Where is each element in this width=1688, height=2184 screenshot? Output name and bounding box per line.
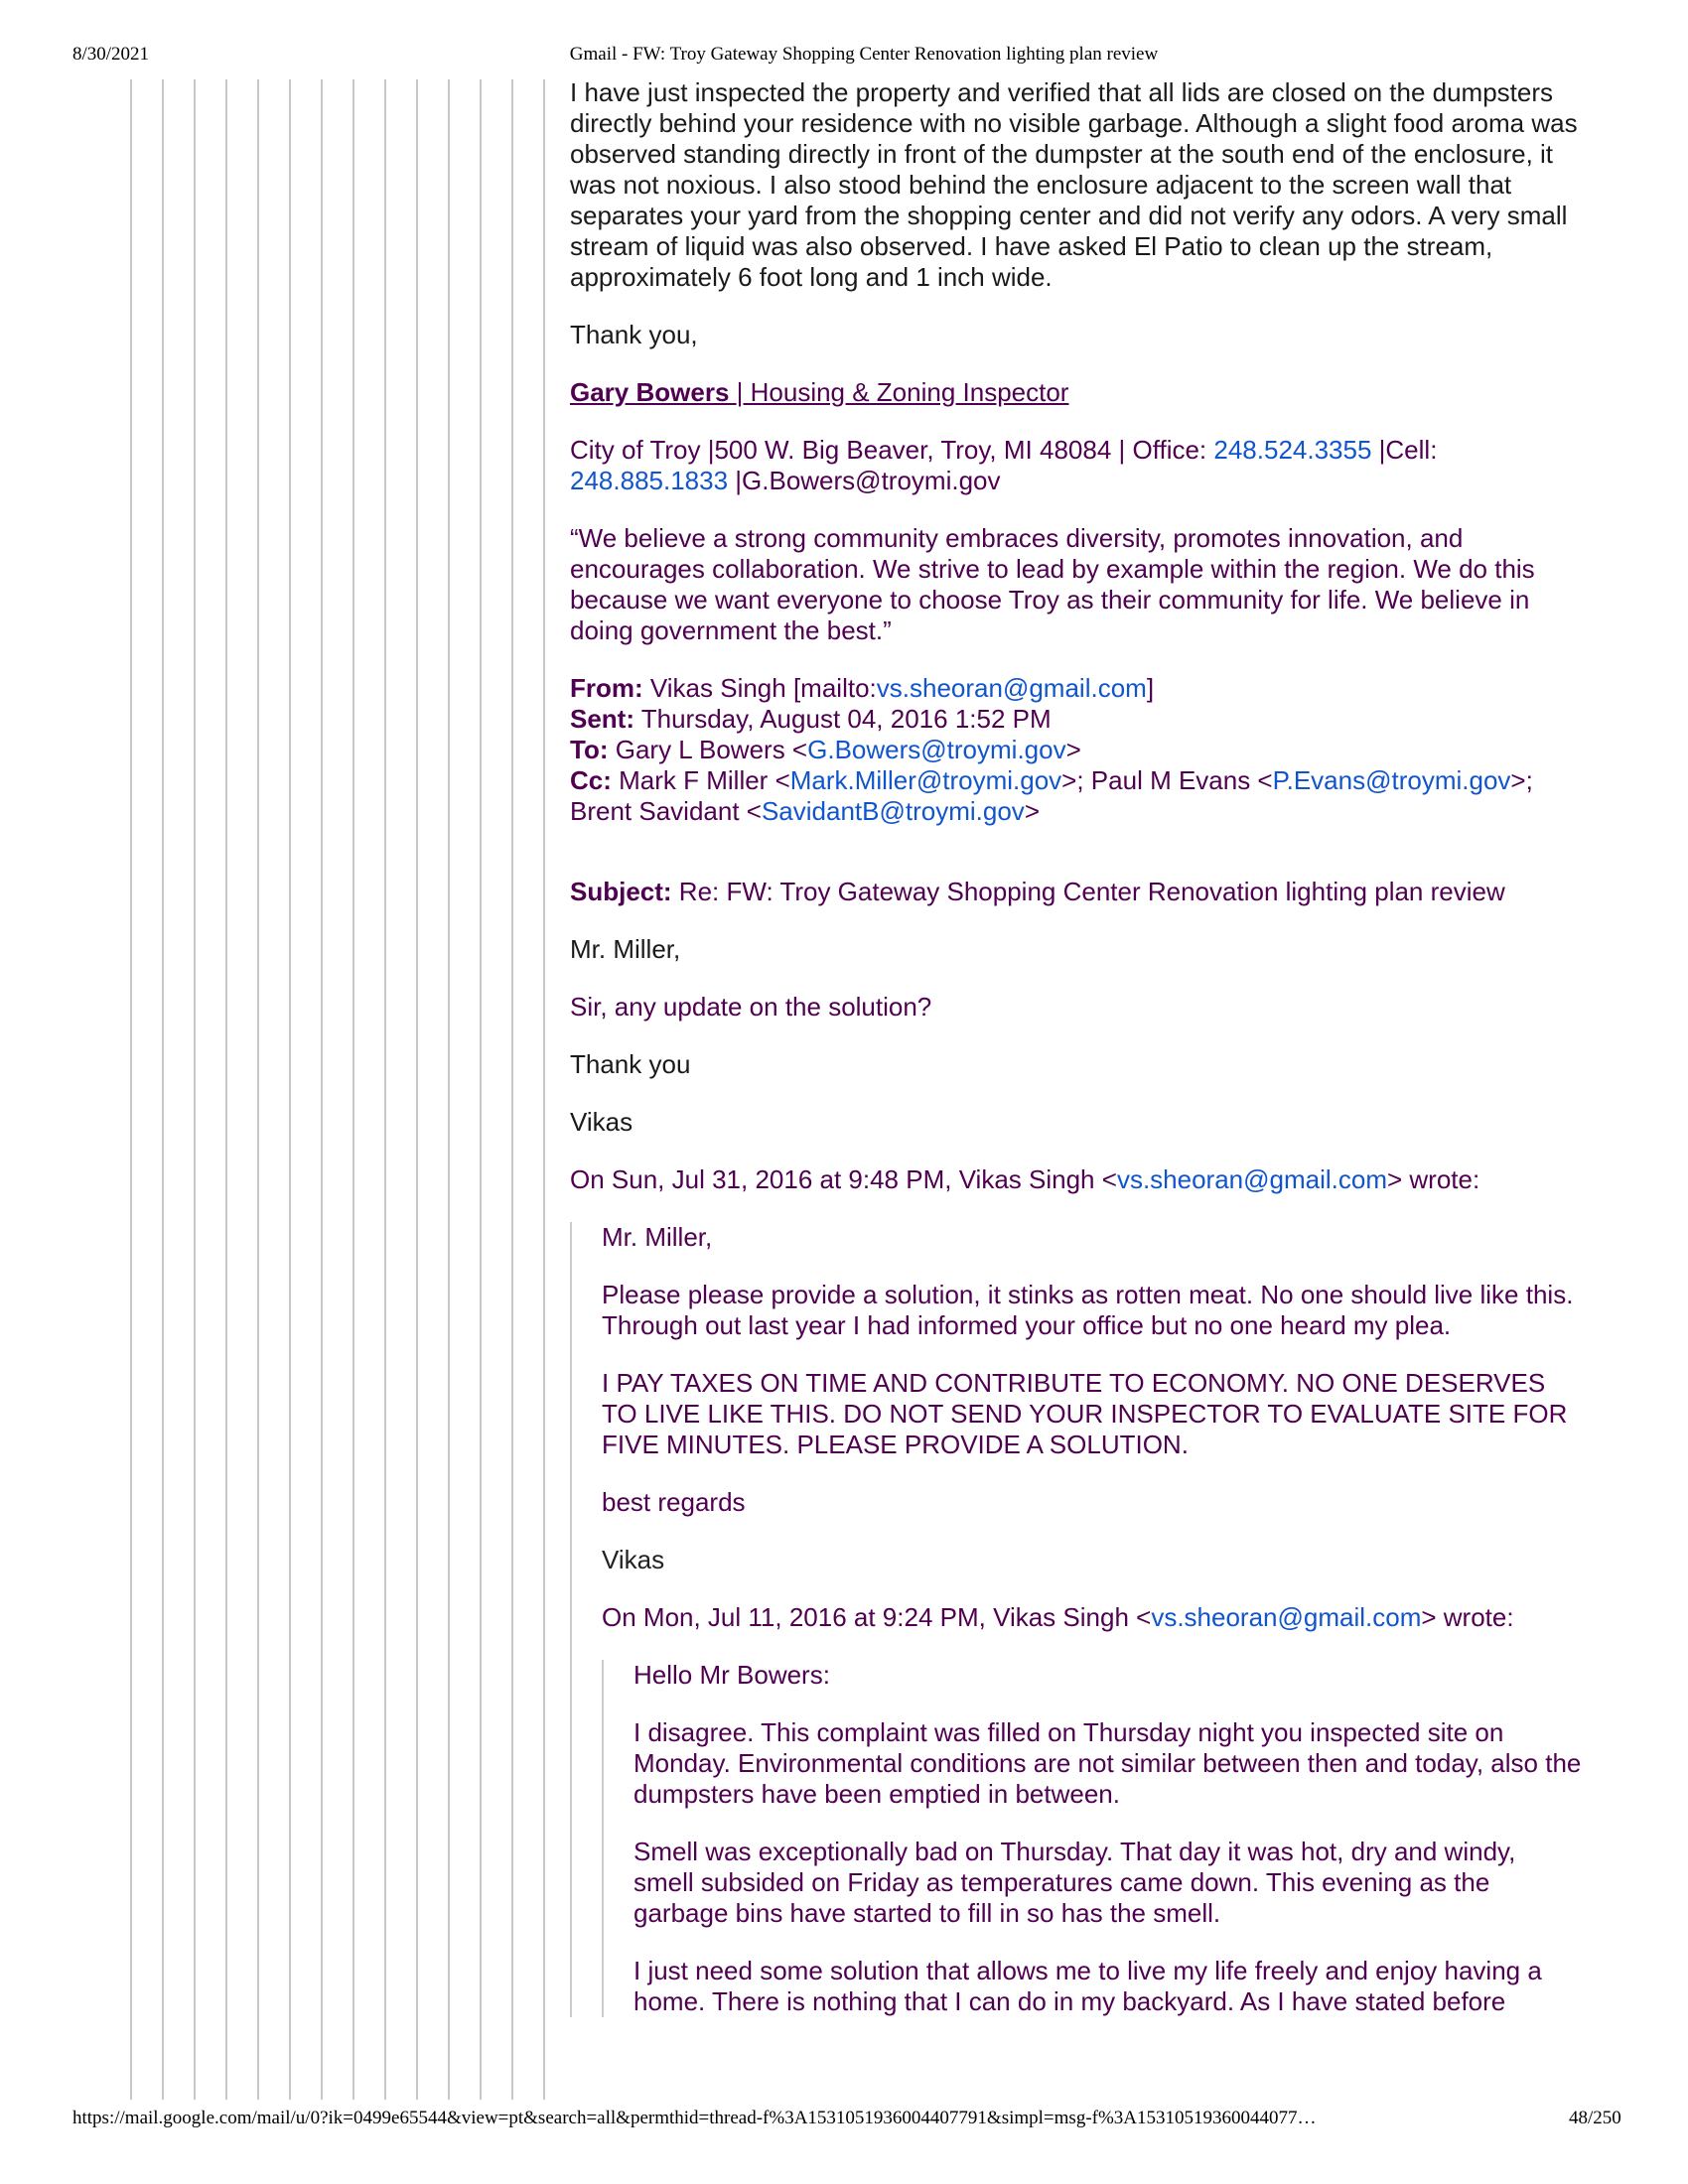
cc-email-link-3[interactable]: SavidantB@troymi.gov: [761, 796, 1025, 826]
forward-attribution: [570, 1164, 1583, 1195]
signature-contact: [570, 435, 1583, 496]
from-label: From:: [570, 673, 643, 703]
quote-rule: [225, 79, 227, 2100]
quote-rule: [162, 79, 164, 2100]
from-close: ]: [1146, 673, 1155, 703]
cell-label: |Cell:: [1371, 435, 1438, 465]
quote-rule: [257, 79, 259, 2100]
print-title: Gmail - FW: Troy Gateway Shopping Center Renovation lighting plan review: [569, 44, 1159, 65]
signature-address: City of Troy |500 W. Big Beaver, Troy, MI 48084 | Office:: [570, 435, 1214, 465]
print-date: 8/30/2021: [72, 44, 150, 65]
quote-rule: [543, 79, 545, 2100]
attribution-suffix: > wrote:: [1387, 1164, 1480, 1194]
quote-rule: [416, 79, 418, 2100]
forward-greeting: Mr. Miller,: [570, 934, 681, 964]
quote-rule: [511, 79, 513, 2100]
signature-name-line: [570, 377, 1583, 408]
cc-line: [570, 765, 1533, 826]
forward-signoff: Vikas: [570, 1107, 633, 1137]
page-number: 48/250: [1569, 2108, 1621, 2128]
office-phone-link[interactable]: 248.524.3355: [1213, 435, 1372, 465]
quote1-regards: best regards: [602, 1487, 746, 1517]
quoted-message-2: [602, 1660, 1583, 2017]
quote-rule: [352, 79, 354, 2100]
from-line: [570, 673, 1154, 703]
sent-line: [570, 704, 1052, 734]
quote1-attribution-email-link[interactable]: vs.sheoran@gmail.com: [1151, 1602, 1422, 1632]
quote1-paragraph-2: I PAY TAXES ON TIME AND CONTRIBUTE TO ECONOMY. NO ONE DESERVES TO LIVE LIKE THIS. DO NOT SEND YOUR INSPECTOR TO EVALUATE SITE FOR FIVE MINUTES. PLEASE PROVIDE A SOLUTION.: [602, 1368, 1568, 1459]
signature-name[interactable]: Gary Bowers: [570, 377, 737, 407]
email-domain-link[interactable]: troymi.gov: [881, 466, 1001, 495]
attribution-email-link[interactable]: vs.sheoran@gmail.com: [1116, 1164, 1387, 1194]
forward-thanks: Thank you: [570, 1049, 691, 1079]
quote-rule: [384, 79, 386, 2100]
cc-email-link-2[interactable]: P.Evans@troymi.gov: [1272, 765, 1511, 795]
to-label: To:: [570, 735, 609, 764]
quote2-greeting: Hello Mr Bowers:: [633, 1660, 830, 1690]
quote-rule: [321, 79, 323, 2100]
forward-headers: [570, 673, 1583, 827]
to-line: [570, 735, 1081, 764]
quote1-attribution-suffix: > wrote:: [1421, 1602, 1514, 1632]
email-body: [570, 77, 1583, 2044]
quote2-paragraph-2: Smell was exceptionally bad on Thursday. That day it was hot, dry and windy, smell subsided on Friday as temperatures came down. This evening as the garbage bins have started to fill in so has the smell.: [633, 1837, 1516, 1928]
cc-value-2: >; Paul M Evans <: [1061, 765, 1273, 795]
quote2-paragraph-1: I disagree. This complaint was filled on Thursday night you inspected site on Monday. Environmental conditions are not similar between then and today, also the dumpsters have been emptied in between.: [633, 1717, 1582, 1809]
cc-email-link-1[interactable]: Mark.Miller@troymi.gov: [789, 765, 1062, 795]
quote2-paragraph-3: I just need some solution that allows me to live my life freely and enjoy having a home. There is nothing that I can do in my backyard. As I have stated before: [633, 1956, 1542, 2016]
quoted-message-1: [570, 1222, 1583, 2017]
forward-body: Sir, any update on the solution?: [570, 992, 932, 1022]
subject-value: Re: FW: Troy Gateway Shopping Center Renovation lighting plan review: [671, 877, 1505, 906]
sent-value: Thursday, August 04, 2016 1:52 PM: [634, 704, 1052, 734]
from-email-link[interactable]: vs.sheoran@gmail.com: [876, 673, 1147, 703]
cc-label: Cc:: [570, 765, 612, 795]
email-prefix: |G.Bowers@: [728, 466, 882, 495]
sent-label: Sent:: [570, 704, 634, 734]
quote1-attribution-prefix: On Mon, Jul 11, 2016 at 9:24 PM, Vikas Singh <: [602, 1602, 1152, 1632]
thanks-line: Thank you,: [570, 320, 698, 349]
quote1-greeting: Mr. Miller,: [602, 1222, 713, 1252]
quote-rule: [289, 79, 291, 2100]
to-close: >: [1065, 735, 1081, 764]
quote1-attribution: [602, 1602, 1583, 1633]
quote-rule: [480, 79, 482, 2100]
from-value: Vikas Singh [mailto:: [642, 673, 877, 703]
quote1-paragraph-1: Please please provide a solution, it stinks as rotten meat. No one should live like this. Through out last year I had informed your office but no one heard my plea.: [602, 1280, 1574, 1340]
quote-rule: [194, 79, 196, 2100]
attribution-prefix: On Sun, Jul 31, 2016 at 9:48 PM, Vikas Singh <: [570, 1164, 1117, 1194]
cc-value-3: >; Brent Savidant <: [570, 765, 1533, 826]
quote1-signoff: Vikas: [602, 1545, 665, 1574]
cc-close: >: [1024, 796, 1040, 826]
print-url: https://mail.google.com/mail/u/0?ik=0499e65544&view=pt&search=all&permthid=thread-f%3A1531051936004407791&simpl=msg-f%3A15310519360044077…: [72, 2108, 1317, 2128]
inspection-paragraph: I have just inspected the property and verified that all lids are closed on the dumpsters directly behind your residence with no visible garbage. Although a slight food aroma was observed standing directly in front of the dumpster at the south end of the enclosure, it was not noxious. I also stood behind the enclosure adjacent to the screen wall that separates your yard from the shopping center and did not verify any odors. A very small stream of liquid was also observed. I have asked El Patio to clean up the stream, approximately 6 foot long and 1 inch wide.: [570, 77, 1578, 292]
cell-phone-link[interactable]: 248.885.1833: [570, 466, 729, 495]
quote-rule: [448, 79, 450, 2100]
signature-motto: “We believe a strong community embraces diversity, promotes innovation, and encourages collaboration. We strive to lead by example within the region. We do this because we want everyone to choose Troy as their community for life. We believe in doing government the best.”: [570, 523, 1535, 645]
quote-rule: [130, 79, 132, 2100]
to-value: Gary L Bowers <: [608, 735, 808, 764]
signature-role[interactable]: | Housing & Zoning Inspector: [736, 377, 1069, 407]
cc-value-1: Mark F Miller <: [611, 765, 790, 795]
subject-label: Subject:: [570, 877, 672, 906]
subject-line: [570, 877, 1583, 907]
to-email-link[interactable]: G.Bowers@troymi.gov: [807, 735, 1066, 764]
